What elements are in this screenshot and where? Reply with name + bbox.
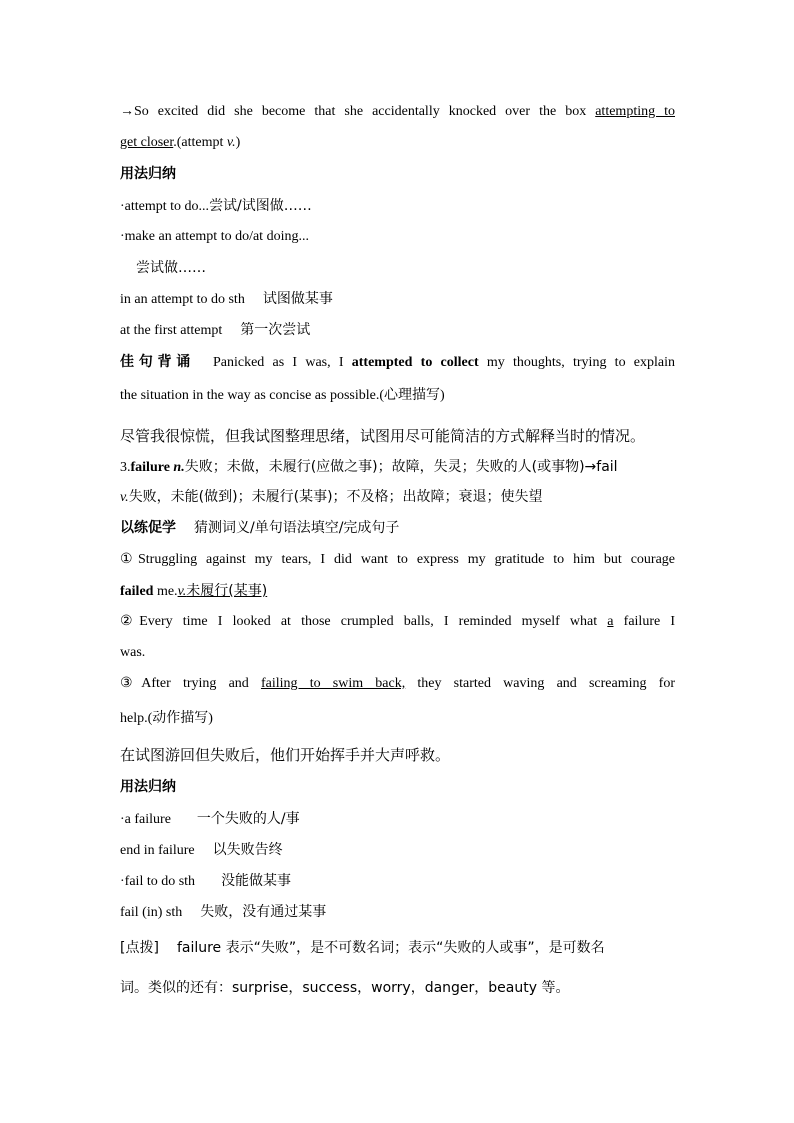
tip-line-2: 词。类似的还有：surprise，success，worry，danger，beauty 等。 [120,980,570,996]
good-sentence-line-1: 佳句背诵 Panicked as I was, I attempted to collect my thoughts, trying to explain [120,354,676,370]
practice-question-3-cont: help.(动作描写) [120,710,213,726]
usage-heading: 用法归纳 [120,779,176,795]
practice-question-2-cont: was. [120,645,146,660]
example-sentence-line-1: →So excited did she become that she accidentally knocked over the box attempting to [120,104,676,119]
practice-question-1: ①Struggling against my tears, I did want to express my gratitude to him but courage [120,552,675,567]
usage-item: end in failure 以失败告终 [120,842,283,858]
usage-item: fail (in) sth 失败，没有通过某事 [120,904,327,920]
good-sentence-line-2: the situation in the way as concise as possible.(心理描写) [120,387,445,403]
usage-item: at the first attempt 第一次尝试 [120,322,311,338]
usage-item: ·attempt to do...尝试/试图做…… [120,198,312,214]
usage-item: ·fail to do sth 没能做某事 [120,873,292,889]
usage-item: 尝试做…… [136,260,206,276]
example-sentence-line-2: get closer.(attempt v.) [120,135,241,150]
usage-item: ·make an attempt to do/at doing... [120,229,309,244]
usage-item: ·a failure 一个失败的人/事 [120,811,300,827]
tip-line-1: [点拨] failure 表示“失败”，是不可数名词；表示“失败的人或事”，是可数名 [120,940,605,956]
usage-item: in an attempt to do sth 试图做某事 [120,291,333,307]
practice-question-2: ②Every time I looked at those crumpled balls, I reminded myself what a failure I [120,614,675,629]
vocab-entry-line-2: v.失败，未能(做到)；未履行(某事)；不及格；出故障；衰退；使失望 [120,489,543,505]
vocab-entry-line-1: 3.failure n.失败；未做，未履行(应做之事)；故障，失灵；失败的人(或事物)→fail [120,459,618,475]
arrow-icon: → [120,104,134,119]
usage-heading: 用法归纳 [120,166,176,182]
practice-question-3: ③After trying and failing to swim back, they started waving and screaming for [120,676,675,691]
good-sentence-translation: 尽管我很惊慌，但我试图整理思绪，试图用尽可能简洁的方式解释当时的情况。 [120,427,646,445]
practice-question-1-cont: failed me.v.未履行(某事) [120,583,268,599]
practice-translation: 在试图游回但失败后，他们开始挥手并大声呼救。 [120,746,451,764]
practice-heading: 以练促学 猜测词义/单句语法填空/完成句子 [120,520,400,536]
